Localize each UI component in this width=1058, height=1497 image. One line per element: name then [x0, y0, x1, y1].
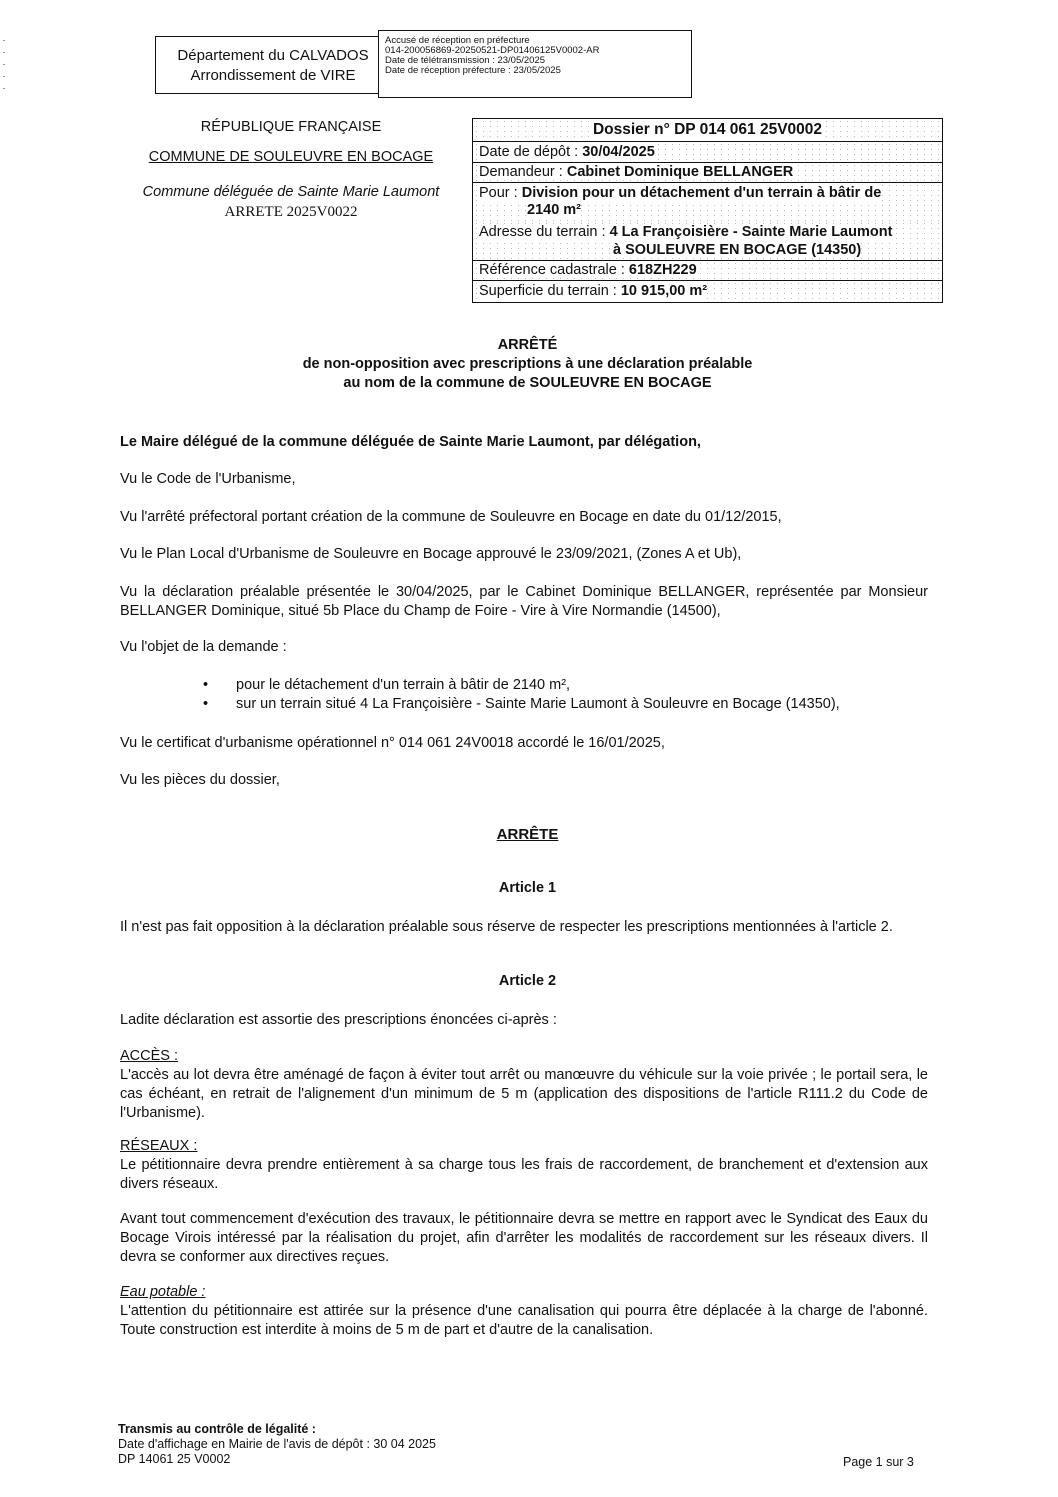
scan-mark	[3, 88, 5, 89]
stamp-line: Date de télétransmission : 23/05/2025	[385, 55, 546, 66]
republique-heading: RÉPUBLIQUE FRANÇAISE	[200, 119, 382, 135]
bullet-icon: •	[203, 696, 209, 712]
visa-objet: Vu l'objet de la demande :	[120, 639, 287, 655]
demandeur-row	[473, 163, 942, 183]
cadastre-row	[473, 261, 942, 281]
scan-mark	[3, 64, 5, 65]
acces-section	[120, 1047, 928, 1123]
title-line: au nom de la commune de SOULEUVRE EN BOCAGE	[343, 375, 712, 391]
department-box	[155, 36, 411, 94]
eau-section	[120, 1283, 928, 1340]
pour-value: Division pour un détachement d'un terrain à bâtir de	[521, 185, 882, 201]
superficie-value: 10 915,00 m²	[620, 283, 708, 299]
depot-value: 30/04/2025	[582, 144, 655, 160]
superficie-label: Superficie du terrain :	[479, 283, 621, 299]
visa-plu: Vu le Plan Local d'Urbanisme de Souleuvre en Bocage approuvé le 23/09/2021, (Zones A et Ub),	[120, 546, 742, 562]
stamp-line: Date de réception préfecture : 23/05/2025	[385, 65, 561, 76]
stamp-line: 014-200056869-20250521-DP01406125V0002-AR	[385, 45, 600, 56]
scan-mark	[3, 76, 5, 77]
visa-certificat: Vu le certificat d'urbanisme opérationnel n° 014 061 24V0018 accordé le 16/01/2025,	[120, 735, 665, 751]
pour-label: Pour :	[479, 185, 522, 201]
demandeur-value: Cabinet Dominique BELLANGER	[566, 164, 794, 180]
footer-transmis: Transmis au contrôle de légalité :	[118, 1422, 316, 1436]
reseaux-title: RÉSEAUX :	[120, 1138, 198, 1154]
acces-title: ACCÈS :	[120, 1048, 179, 1064]
article-1-text: Il n'est pas fait opposition à la déclaration préalable sous réserve de respecter les prescriptions mentionnées à l'article 2.	[120, 919, 893, 935]
commune-deleguee: Commune déléguée de Sainte Marie Laumont	[142, 184, 440, 200]
visa-code: Vu le Code de l'Urbanisme,	[120, 471, 296, 487]
stamp-line: Accusé de réception en préfecture	[385, 35, 530, 46]
department-name: Département du CALVADOS	[177, 47, 369, 64]
visa-declaration: Vu la déclaration préalable présentée le 30/04/2025, par le Cabinet Dominique BELLANGER, représentée par Monsieur BELLANGER Dominique, situé 5b Place du Champ de Foire - Vire à Vire Normandie (14500),	[120, 584, 928, 619]
commune-heading: COMMUNE DE SOULEUVRE EN BOCAGE	[148, 149, 434, 165]
article-2-intro: Ladite déclaration est assortie des prescriptions énoncées ci-après :	[120, 1012, 557, 1028]
article-1-title: Article 1	[498, 880, 557, 896]
eau-title: Eau potable :	[120, 1284, 206, 1300]
footer-affichage: Date d'affichage en Mairie de l'avis de dépôt : 30 04 2025	[118, 1437, 436, 1451]
adresse-value-2: à SOULEUVRE EN BOCAGE (14350)	[613, 242, 862, 258]
footer-reference: DP 14061 25 V0002	[118, 1452, 231, 1466]
acces-text: L'accès au lot devra être aménagé de façon à éviter tout arrêt ou manœuvre du véhicule sur la voie privée ; le portail sera, le cas échéant, en retrait de l'alignement d'un minimum de 5 m (application des dispositions de l'article R111.2 du Code de l'Urbanisme).	[120, 1067, 928, 1121]
maire-statement: Le Maire délégué de la commune déléguée de Sainte Marie Laumont, par délégation,	[120, 434, 701, 450]
depot-label: Date de dépôt :	[479, 144, 583, 160]
scan-mark	[3, 52, 5, 53]
reseaux-section	[120, 1137, 928, 1194]
prefecture-stamp	[378, 30, 692, 98]
arrondissement-name: Arrondissement de VIRE	[190, 67, 356, 84]
dossier-number-row	[473, 119, 942, 142]
document-title	[120, 336, 935, 393]
list-item-text: pour le détachement d'un terrain à bâtir de 2140 m²,	[236, 677, 571, 693]
scan-mark	[3, 40, 5, 41]
visa-arrete: Vu l'arrêté préfectoral portant création de la commune de Souleuvre en Bocage en date du 01/12/2015,	[120, 509, 782, 525]
arrete-heading: ARRÊTE	[496, 826, 559, 843]
depot-row	[473, 142, 942, 163]
adresse-label: Adresse du terrain :	[479, 224, 610, 240]
pour-row	[473, 183, 942, 221]
demandeur-label: Demandeur :	[479, 164, 567, 180]
adresse-row	[473, 221, 942, 261]
list-item-text: sur un terrain situé 4 La Françoisière - Sainte Marie Laumont à Souleuvre en Bocage (14350),	[236, 696, 840, 712]
reseaux-text-2: Avant tout commencement d'exécution des travaux, le pétitionnaire devra se mettre en rapport avec le Syndicat des Eaux du Bocage Virois intéressé par la réalisation du projet, afin d'arrêter les modalités de raccordement sur les réseaux divers. Il devra se conformer aux directives reçues.	[120, 1211, 928, 1265]
reseaux-text: Le pétitionnaire devra prendre entièrement à sa charge tous les frais de raccordement, de branchement et d'extension aux divers réseaux.	[120, 1157, 928, 1192]
title-line: ARRÊTÉ	[497, 337, 558, 353]
visa-pieces: Vu les pièces du dossier,	[120, 772, 280, 788]
pour-value-2: 2140 m²	[527, 202, 582, 218]
cadastre-label: Référence cadastrale :	[479, 262, 629, 278]
dossier-table	[472, 118, 943, 303]
footer	[118, 1422, 436, 1467]
eau-text: L'attention du pétitionnaire est attirée sur la présence d'une canalisation qui pourra être déplacée à la charge de l'abonné. Toute construction est interdite à moins de 5 m de part et d'autre de la canalisation.	[120, 1303, 928, 1338]
page-number: Page 1 sur 3	[843, 1455, 914, 1469]
article-2-title: Article 2	[498, 973, 557, 989]
cadastre-value: 618ZH229	[628, 262, 697, 278]
superficie-row	[473, 281, 942, 302]
arrete-number: ARRETE 2025V0022	[224, 204, 358, 220]
issuer-block	[110, 118, 472, 222]
bullet-icon: •	[203, 677, 209, 693]
dossier-number: Dossier n° DP 014 061 25V0002	[592, 121, 823, 138]
adresse-value: 4 La Françoisière - Sainte Marie Laumont	[609, 224, 893, 240]
title-line: de non-opposition avec prescriptions à une déclaration préalable	[302, 356, 753, 372]
